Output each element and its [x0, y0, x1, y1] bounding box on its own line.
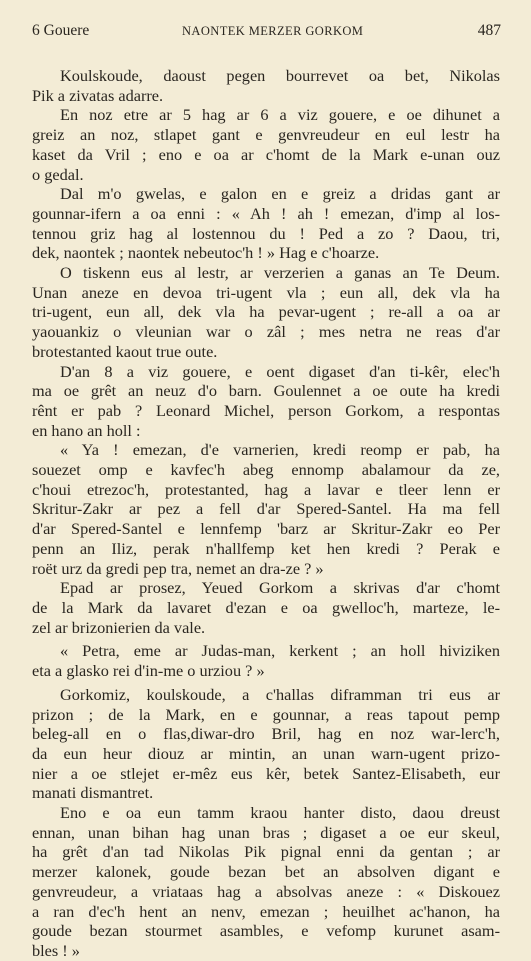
text-line: kaset da Vril ; eno e oa ar c'homt de la Mark e-unan ouz	[32, 144, 500, 164]
text-line: goude bezan stourmet asambles, e vefomp kurunet asam-	[32, 921, 500, 941]
text-line: ennan, unan bihan hag unan bras ; digaset a oe eur skeul,	[32, 822, 500, 842]
text-line: souezet omp e kavfec'h abeg ennomp abalamour da ze,	[32, 460, 500, 480]
text-line: tri-ugent, eun all, dek vla ha pevar-ugent ; re-all a oa ar	[32, 302, 500, 322]
text-line: zel ar brizonierien da vale.	[32, 617, 206, 637]
text-line: o gedal.	[32, 164, 84, 184]
text-line: bles ! »	[32, 940, 80, 960]
text-line: yaouankiz o vleunian war o zâl ; mes netra ne reas d'ar	[32, 322, 500, 342]
text-line: d'ar Spered-Santel e lennfemp 'barz ar Skritur-Zakr eo Per	[32, 519, 500, 539]
text-line: da eun heur diouz ar mintin, an unan warn-ugent prizo-	[32, 743, 500, 763]
page-number: 487	[477, 22, 501, 39]
text-line: nier a oe stlejet er-mêz eus kêr, betek Santez-Elisabeth, eur	[32, 763, 500, 783]
text-line: eta a glasko rei d'in-me o urziou ? »	[32, 661, 265, 681]
text-line: tennou griz hag al lostennou du ! Ped a zo ? Daou, tri,	[32, 223, 500, 243]
paragraph	[32, 263, 500, 362]
text-line: Pik a zivatas adarre.	[32, 85, 164, 105]
text-line: en hano an holl :	[32, 420, 141, 440]
text-line: Epad ar prosez, Yeued Gorkom a skrivas d'ar c'homt	[60, 578, 500, 598]
text-line: En noz etre ar 5 hag ar 6 a viz gouere, e oe dihunet a	[60, 105, 500, 125]
text-line: Eno e oa eun tamm kraou hanter disto, daou dreust	[60, 803, 500, 823]
text-line: a ran d'ec'h hent an nenv, emezan ; heuilhet ac'hanon, ha	[32, 901, 500, 921]
text-line: penn an Iliz, perak n'hallfemp ket hen kredi ? Perak e	[32, 538, 500, 558]
paragraph	[32, 803, 500, 961]
text-line: ma oe grêt an neuz d'o barn. Goulennet a oe oute ha kredi	[32, 381, 500, 401]
text-line: roët urz da gredi pep tra, nemet an dra-ze ? »	[32, 558, 324, 578]
text-line: O tiskenn eus al lestr, ar verzerien a ganas an Te Deum.	[60, 263, 500, 283]
text-line: merzer kalonek, goude bezan bet an absolven digant e	[32, 862, 500, 882]
text-line: greiz an noz, stlapet gant e genvreudeur en eul lestr ha	[32, 125, 500, 145]
text-line: de la Mark da lavaret d'ezan e oa gwelloc'h, marteze, le-	[32, 597, 500, 617]
text-line: beleg-all en o flas,diwar-dro Bril, hag en noz war-lerc'h,	[32, 724, 500, 744]
paragraph	[32, 685, 500, 803]
paragraph	[32, 105, 500, 184]
text-line: rênt er pab ? Leonard Michel, person Gorkom, a respontas	[32, 400, 500, 420]
running-header	[32, 20, 501, 42]
paragraph	[32, 362, 500, 441]
text-line: D'an 8 a viz gouere, e oent digaset d'an ti-kêr, elec'h	[60, 361, 500, 381]
paragraph	[32, 66, 500, 105]
header-title: NAONTEK MERZER GORKOM	[182, 24, 364, 38]
text-line: Skritur-Zakr ar pez a fell d'ar Spered-Santel. Ha ma fell	[32, 499, 500, 519]
paragraph	[32, 641, 500, 680]
text-line: prizon ; de la Mark, en e gounnar, a reas tapout pemp	[32, 704, 500, 724]
text-line: Dal m'o gwelas, e galon en e greiz a dridas gant ar	[60, 184, 500, 204]
page-body-text	[32, 66, 500, 961]
text-line: brotestanted kaout true oute.	[32, 341, 218, 361]
paragraph	[32, 440, 500, 578]
text-line: « Ya ! emezan, d'e varnerien, kredi reomp er pab, ha	[60, 440, 500, 460]
paragraph	[32, 184, 500, 263]
text-line: gounnar-ifern a oa enni : « Ah ! ah ! emezan, d'imp al los-	[32, 203, 500, 223]
text-line: Koulskoude, daoust pegen bourrevet oa bet, Nikolas	[60, 66, 500, 85]
header-chapter: 6 Gouere	[32, 22, 90, 39]
text-line: Gorkomiz, koulskoude, a c'hallas diframman tri eus ar	[60, 684, 500, 704]
text-line: Unan aneze en devoa tri-ugent vla ; eun all, dek vla ha	[32, 282, 500, 302]
text-line: genvreudeur, a vriataas hag a absolvas aneze : « Diskouez	[32, 881, 500, 901]
text-line: dek, naontek ; naontek nebeutoc'h ! » Hag e c'hoarze.	[32, 243, 380, 263]
text-line: ha grêt d'an tad Nikolas Pik pignal enni da gentan ; ar	[32, 842, 500, 862]
paragraph	[32, 578, 500, 637]
text-line: c'houi etrezoc'h, protestanted, hag a lavar e tleer lenn er	[32, 479, 500, 499]
text-line: « Petra, eme ar Judas-man, kerkent ; an holl hiviziken	[60, 641, 500, 661]
text-line: manati dismantret.	[32, 783, 154, 803]
